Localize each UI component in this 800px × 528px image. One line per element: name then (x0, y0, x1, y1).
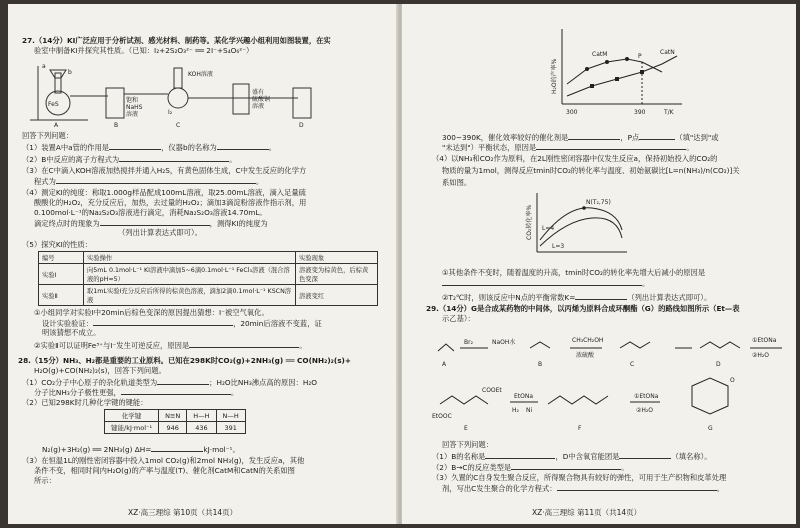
answer-blank[interactable] (109, 142, 161, 150)
table-row: 实验Ⅱ 取1mL实验Ⅰ充分反应后所得的棕黄色溶液，滴加2滴0.1mol·L⁻¹ KSCN溶液 溶液变红 (39, 285, 378, 306)
q28-2: （2）已知298K时几种化学键的键能： (22, 398, 148, 407)
reagent-label: NaOH水 (492, 339, 516, 346)
reagent-label: EtONa (514, 393, 534, 400)
q27-3b: 程式为 。 (34, 177, 264, 186)
reagent-label: Ni (526, 407, 533, 414)
compound-label: G (708, 425, 713, 432)
group-label: EtOOC (432, 413, 452, 420)
q28-2b: N₂(g)+3H₂(g) ══ 2NH₃(g) ΔH= kJ·mol⁻¹。 (42, 445, 240, 454)
axis-label: T/K (664, 109, 674, 116)
axis-label: H₂O的产率% (551, 58, 558, 94)
axis-label: CO₂转化率% (526, 204, 533, 240)
reagent-label: ②H₂O (752, 352, 770, 359)
answer-blank[interactable] (575, 292, 627, 300)
page-footer: XZ·高三理综 第10页（共14页） (128, 508, 238, 517)
reagent-label: ①EtONa (752, 337, 777, 344)
compound-label: F (578, 425, 582, 432)
table-header: N—H (216, 410, 245, 422)
table-row: 实验Ⅰ 向5mL 0.1mol·L⁻¹ KI溶液中滴加5~6滴0.1mol·L⁻¹ FeCl₃溶液（混合溶液的pH≈5） 溶液变为棕黄色，后棕黄色变深 (39, 264, 378, 285)
apparatus-label: b (68, 69, 72, 76)
curve-label: L=4 (542, 225, 555, 232)
answer-blank[interactable] (217, 142, 269, 150)
answer-blank[interactable] (442, 278, 642, 286)
q27-stem: 验室中制备KI并探究其性质。（已知：I₂+2S₂O₃²⁻ ══ 2I⁻+S₄O₆²⁻） (34, 46, 254, 55)
synthesis-route (430, 326, 790, 436)
q29-stem: 29.（14分）G是合成某药物的中间体，以丙烯为原料合成环酮酯（G）的路线如图所示（Et—表 (426, 304, 740, 313)
reagent-label: 浓硫酸 (576, 352, 595, 359)
reagent-label: CH₃CH₂OH (572, 337, 604, 344)
apparatus-label: 饱和 (126, 97, 139, 104)
table-header: 实验操作 (84, 252, 296, 264)
reagent-label: ②H₂O (636, 407, 654, 414)
q27-stem: 27.（14分）KI广泛应用于分析试剂、感光材料、制药等。某化学兴趣小组利用如图装置，在实 (22, 36, 331, 45)
curve-label: L=3 (552, 243, 565, 250)
q27-4b: 酸酸化的H₂O₂，充分反应后，加热，去过量的H₂O₂；滴加3滴淀粉溶液作指示剂，用 (34, 198, 307, 207)
q27-5: （5）探究KI的性质： (22, 240, 92, 249)
q27-1: （1）装置A中a管的作用是 ，仪器b的名称为 。 (22, 143, 277, 152)
bond-energy-table (104, 409, 246, 434)
apparatus-label: I₂ (168, 109, 173, 116)
q28-3b: 条件不变，相同时间内H₂O(g)的产率与温度(T)、催化剂CatM和CatN的关系如图 (34, 466, 295, 475)
compound-label: A (442, 361, 447, 368)
group-label: O (730, 377, 735, 384)
answer-blank[interactable] (119, 154, 229, 162)
table-header: 实验现象 (296, 252, 378, 264)
answer-blank[interactable] (639, 132, 675, 140)
q27-3: （3）在C中滴入KOH溶液加热搅拌并通入H₂S，有黄色固体生成，C中发生反应的化学方 (22, 166, 307, 175)
apparatus-label: NaHS (126, 104, 143, 111)
q28-stem: 28.（15分）NH₃、H₂都是重要的工业原料。已知在298K时CO₂(g)+2NH₃(g) ══ CO(NH₂)₂(s)+ (18, 356, 351, 365)
answer-blank[interactable] (93, 318, 233, 326)
q27-5b: 设计实验验证： ，20min后溶液不变蓝，证 (42, 319, 322, 328)
graph-co2-conversion (522, 190, 632, 260)
q27-5a: ①小组同学对实验Ⅰ中20min后棕色变深的原因提出猜想：I⁻被空气氧化。 (34, 308, 269, 317)
q28-3e: "未达到"）平衡状态，原因是 。 (442, 143, 694, 152)
answer-blank[interactable] (189, 340, 299, 348)
q27-4e: （列出计算表达式即可）。 (118, 228, 202, 237)
reagent-label: H₂ (512, 407, 519, 414)
q28-1: （1）CO₂分子中心原子的杂化轨道类型为 ；H₂O比NH₃沸点高的原因：H₂O (22, 378, 318, 387)
compound-label: B (538, 361, 543, 368)
point-label: P (638, 53, 642, 60)
q28-4f: ②T₂℃时，则该反应中N点的平衡常数K= （列出计算表达式即可）。 (442, 293, 712, 302)
compound-label: D (716, 361, 721, 368)
q29-prompt: 回答下列问题： (442, 440, 494, 449)
left-page (8, 4, 401, 524)
group-label: COOEt (482, 387, 502, 394)
tick-label: 300 (566, 109, 578, 116)
answer-blank[interactable] (557, 483, 717, 491)
q29-1: （1）B的名称是 ，D中含氧官能团是 （填名称）。 (432, 452, 712, 461)
tick-label: 390 (634, 109, 646, 116)
apparatus-label: D (299, 122, 304, 128)
q28-3: （3）在恒温1L的刚性密闭容器中投入1mol CO₂(g)和2mol NH₃(g)，发生反应a，其他 (22, 456, 305, 465)
q28-3d: 300~390K，催化效率较好的催化剂是 ，P点 （填"达到"或 (442, 133, 719, 142)
answer-blank[interactable] (485, 451, 555, 459)
q29-3b: 剂，写出C发生聚合的化学方程式： 。 (442, 484, 724, 493)
q28-3c: 所示： (34, 476, 56, 485)
series-label: CatM (592, 51, 608, 58)
q29-stem: 示乙基）： (442, 314, 475, 323)
q27-5c: 明该猜想不成立。 (42, 328, 101, 337)
table-header: 化学键 (105, 410, 159, 422)
q27-2: （2）B中反应的离子方程式为 。 (22, 155, 237, 164)
apparatus-label: 盛有 (252, 89, 265, 96)
q28-4c: 系如图。 (442, 178, 472, 187)
point-label: N(T₂,75) (586, 199, 611, 206)
answer-blank[interactable] (121, 387, 231, 395)
page-footer: XZ·高三理综 第11页（共14页） (532, 508, 642, 517)
q28-4e: 。 (442, 278, 649, 288)
answer-blank[interactable] (151, 444, 203, 452)
table-row: 键能/kJ·mol⁻¹ 946 436 391 (105, 422, 246, 434)
q28-1b: 分子比NH₃分子极性更强， 。 (34, 388, 239, 397)
answer-blank[interactable] (511, 462, 621, 470)
apparatus-label: 溶液 (252, 103, 265, 110)
table-header: H—H (187, 410, 216, 422)
answer-prompt: 回答下列问题： (22, 131, 74, 140)
reagent-label: ①EtONa (634, 393, 659, 400)
q28-4: （4）以NH₃和CO₂作为原料，在2L刚性密闭容器中仅发生反应a，保持初始投入的CO₂的 (432, 154, 718, 163)
apparatus-label: 硫酸铜 (252, 96, 271, 103)
q29-3: （3）久置的C自身发生聚合反应，所得聚合物具有较好的弹性，可用于生产织物和皮革处理 (432, 473, 727, 482)
apparatus-label: A (54, 122, 59, 128)
apparatus-label: FeS (48, 101, 59, 108)
apparatus-label: C (176, 122, 181, 128)
graph-water-yield (542, 24, 692, 124)
q27-4d: 滴定终点时的现象为 ，测得KI的纯度为 (34, 219, 268, 228)
series-label: CatN (660, 49, 675, 56)
q27-5d: ②实验Ⅱ可以证明Fe³⁺与I⁻发生可逆反应，原因是 。 (34, 341, 307, 350)
answer-blank[interactable] (568, 132, 620, 140)
answer-blank[interactable] (56, 176, 256, 184)
table-header: 编号 (39, 252, 84, 264)
q29-2: （2）B→C的反应类型是 。 (432, 463, 629, 472)
answer-blank[interactable] (100, 218, 210, 226)
q28-4d: ①其他条件不变时，随着温度的升高，tmin时CO₂的转化率先增大后减小的原因是 (442, 268, 706, 277)
answer-blank[interactable] (619, 451, 671, 459)
apparatus-label: a (42, 63, 46, 70)
q27-4c: 0.100mol·L⁻¹的Na₂S₂O₃溶液进行滴定，消耗Na₂S₂O₃溶液14.70mL。 (34, 208, 267, 217)
apparatus-label: 溶液 (126, 111, 139, 118)
apparatus-label: B (114, 122, 119, 128)
answer-blank[interactable] (536, 142, 686, 150)
answer-blank[interactable] (157, 377, 209, 385)
q27-4: （4）测定KI的纯度：称取1.000g样品配成100mL溶液，取25.00mL溶液，滴入足量硫 (22, 188, 306, 197)
compound-label: C (630, 361, 635, 368)
reagent-label: Br₂ (464, 339, 473, 346)
apparatus-diagram (28, 58, 348, 128)
booklet (8, 4, 796, 524)
experiment-table (38, 251, 378, 306)
table-header: N≡N (159, 410, 187, 422)
right-page (402, 4, 796, 524)
q28-stem: H₂O(g)+CO(NH₂)₂(s)，回答下列问题。 (34, 366, 166, 375)
compound-label: E (464, 425, 468, 432)
q28-4b: 物质的量为1mol，测得反应tmin时CO₂的转化率与温度、初始氨碳比[L=n(NH₃)/n(CO₂)]关 (442, 166, 740, 175)
apparatus-label: KOH溶液 (188, 71, 213, 78)
